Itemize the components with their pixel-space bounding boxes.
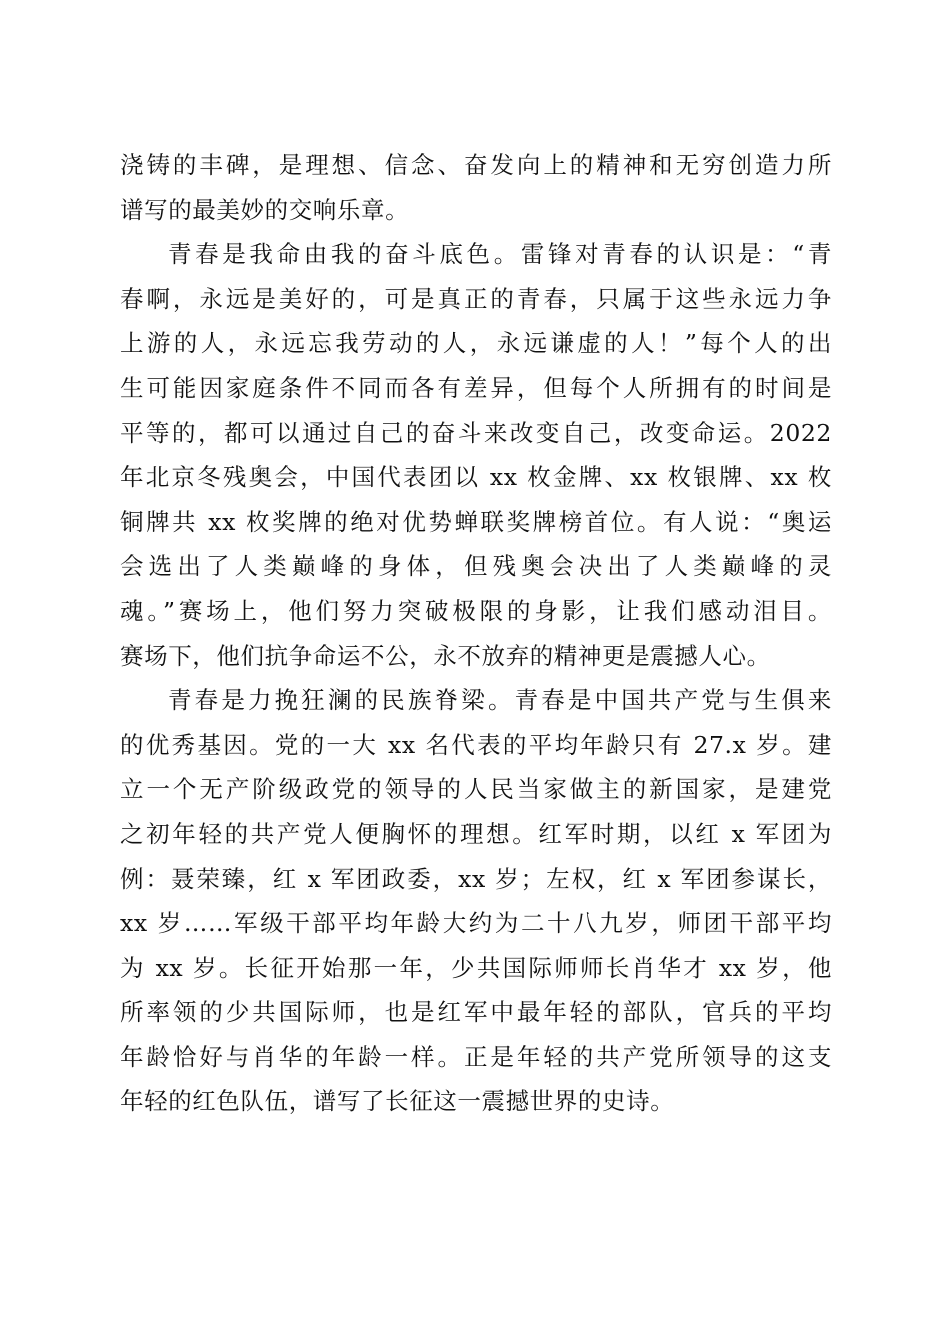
text-line: 会选出了人类巅峰的身体，但残奥会决出了人类巅峰的灵 [120, 552, 832, 581]
text-line: 生可能因家庭条件不同而各有差异，但每个人所拥有的时间是 [120, 373, 832, 402]
text-line: 年轻的红色队伍，谱写了长征这一震撼世界的史诗。 [120, 1087, 675, 1116]
text-line: 春啊，永远是美好的，可是真正的青春，只属于这些永远力争 [120, 284, 832, 313]
text-line: 铜牌共 xx 枚奖牌的绝对优势蝉联奖牌榜首位。有人说：“奥运 [120, 507, 832, 536]
text-line: 立一个无产阶级政党的领导的人民当家做主的新国家，是建党 [120, 775, 832, 804]
text-line: xx 岁……军级干部平均年龄大约为二十八九岁，师团干部平均 [120, 909, 832, 938]
text-line: 的优秀基因。党的一大 xx 名代表的平均年龄只有 27.x 岁。建 [120, 730, 832, 759]
text-line: 青春是我命由我的奋斗底色。雷锋对青春的认识是：“青 [168, 240, 832, 269]
text-line: 青春是力挽狂澜的民族脊梁。青春是中国共产党与生俱来 [168, 686, 832, 715]
text-line: 浇铸的丰碑，是理想、信念、奋发向上的精神和无穷创造力所 [120, 151, 832, 179]
paragraph-continuation [120, 143, 832, 232]
paragraph-backbone [120, 678, 832, 1124]
text-line: 平等的，都可以通过自己的奋斗来改变自己，改变命运。2022 [120, 418, 832, 447]
paragraph-striving [120, 232, 832, 678]
text-line: 上游的人，永远忘我劳动的人，永远谦虚的人！”每个人的出 [120, 329, 832, 358]
text-line: 所率领的少共国际师，也是红军中最年轻的部队，官兵的平均 [120, 998, 832, 1027]
text-line: 年北京冬残奥会，中国代表团以 xx 枚金牌、xx 枚银牌、xx 枚 [120, 463, 832, 492]
text-line: 之初年轻的共产党人便胸怀的理想。红军时期，以红 x 军团为 [120, 819, 832, 848]
text-line: 赛场下，他们抗争命运不公，永不放弃的精神更是震撼人心。 [120, 641, 771, 670]
text-line: 年龄恰好与肖华的年龄一样。正是年轻的共产党所领导的这支 [120, 1042, 832, 1071]
document-page [120, 143, 832, 1124]
text-line: 魂。”赛场上，他们努力突破极限的身影，让我们感动泪目。 [120, 596, 832, 625]
text-line: 谱写的最美妙的交响乐章。 [120, 195, 410, 224]
text-line: 例：聂荣臻，红 x 军团政委，xx 岁；左权，红 x 军团参谋长， [120, 864, 832, 893]
text-line: 为 xx 岁。长征开始那一年，少共国际师师长肖华才 xx 岁，他 [120, 953, 832, 982]
